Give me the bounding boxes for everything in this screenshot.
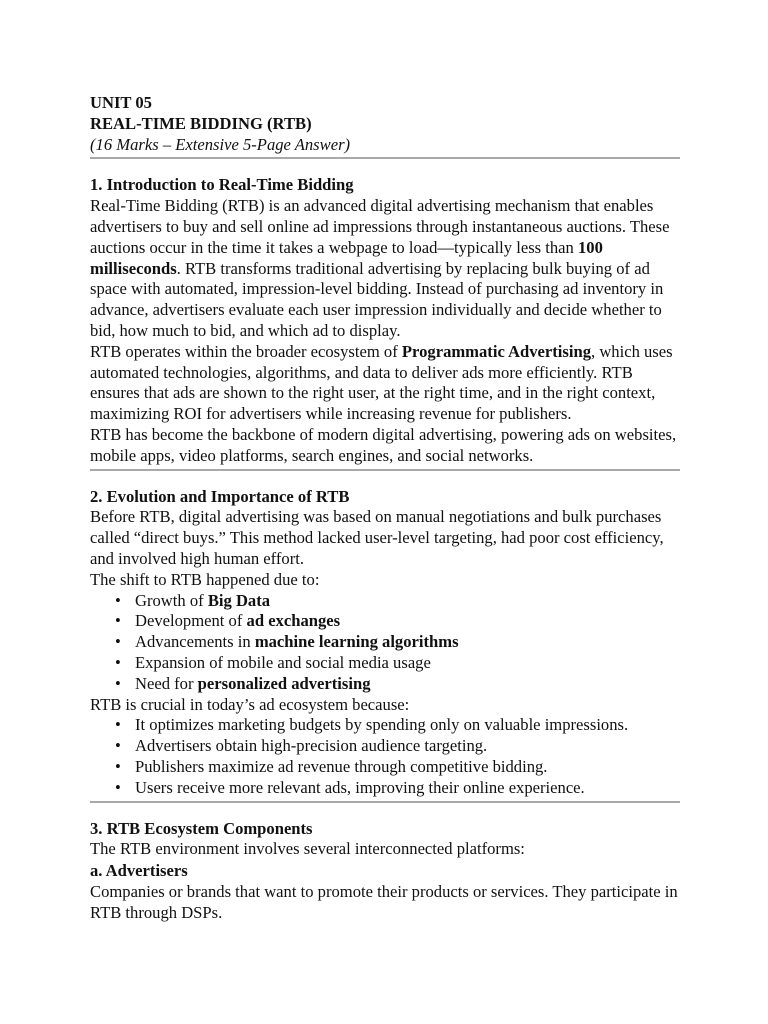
document-title: REAL-TIME BIDDING (RTB) — [90, 113, 312, 133]
text-run: Growth of — [135, 590, 208, 610]
paragraph: Companies or brands that want to promote their products or services. They participate in RTB through DSPs. — [90, 881, 678, 922]
list-item — [90, 715, 680, 736]
sub-heading: a. Advertisers — [90, 861, 188, 881]
section-evolution — [90, 487, 680, 799]
list-item — [90, 736, 680, 757]
bullet-icon: • — [115, 611, 121, 631]
paragraph: RTB is crucial in today’s ad ecosystem because: — [90, 694, 410, 714]
section-divider — [90, 469, 680, 471]
importance-list — [90, 715, 680, 798]
list-item — [90, 757, 680, 778]
bullet-icon: • — [115, 632, 121, 652]
text-run: . RTB transforms traditional advertising by replacing bulk buying of ad space with automated, impression-level bidding. Instead of purchasing ad inventory in advance, advertisers evaluate each user impression individually and decide whether to bid, how much to bid, and which ad to display. — [90, 258, 664, 340]
bullet-icon: • — [115, 756, 121, 776]
bold-text: machine learning algorithms — [254, 632, 459, 652]
list-item — [90, 674, 680, 695]
section-introduction — [90, 175, 680, 466]
section-ecosystem — [90, 819, 680, 924]
text-run: Advancements in — [135, 632, 255, 652]
bullet-icon: • — [115, 777, 121, 797]
list-item — [90, 611, 680, 632]
paragraph — [90, 196, 680, 342]
text-run: Need for — [135, 673, 198, 693]
document-page — [90, 93, 680, 923]
section-divider — [90, 801, 680, 803]
unit-heading: UNIT 05 — [90, 93, 152, 112]
section-divider — [90, 157, 680, 159]
paragraph: RTB has become the backbone of modern digital advertising, powering ads on websites, mobile apps, video platforms, search engines, and social networks. — [90, 424, 677, 465]
text-run: Advertisers obtain high-precision audience targeting. — [135, 736, 488, 756]
bold-text: 100 milliseconds — [90, 237, 603, 278]
list-item — [90, 632, 680, 653]
paragraph: The shift to RTB happened due to: — [90, 569, 320, 589]
text-run: RTB operates within the broader ecosystem of — [90, 341, 402, 361]
text-run: Expansion of mobile and social media usage — [135, 652, 431, 672]
bullet-icon: • — [115, 736, 121, 756]
text-run: It optimizes marketing budgets by spending only on valuable impressions. — [135, 715, 629, 735]
bold-text: Programmatic Advertising — [401, 341, 592, 361]
section-title: 2. Evolution and Importance of RTB — [90, 486, 350, 506]
paragraph — [90, 342, 680, 425]
paragraph: Before RTB, digital advertising was based on manual negotiations and bulk purchases called “direct buys.” This method lacked user-level targeting, had poor cost efficiency, and involved high human effort. — [90, 507, 664, 568]
bullet-icon: • — [115, 673, 121, 693]
bold-text: Big Data — [207, 590, 271, 610]
list-item — [90, 778, 680, 799]
text-run: Publishers maximize ad revenue through competitive bidding. — [135, 756, 548, 776]
document-subtitle: (16 Marks – Extensive 5-Page Answer) — [90, 134, 351, 154]
section-title: 3. RTB Ecosystem Components — [90, 818, 313, 838]
text-run: Real-Time Bidding (RTB) is an advanced digital advertising mechanism that enables advertisers to buy and sell online ad impressions through instantaneous auctions. These auctions occur in the time it takes a webpage to load—typically less than — [90, 196, 670, 257]
bullet-icon: • — [115, 590, 121, 610]
bullet-icon: • — [115, 715, 121, 735]
paragraph: The RTB environment involves several interconnected platforms: — [90, 839, 525, 859]
section-title: 1. Introduction to Real-Time Bidding — [90, 175, 354, 195]
bold-text: personalized advertising — [197, 673, 371, 693]
list-item — [90, 591, 680, 612]
shift-reasons-list — [90, 591, 680, 695]
list-item — [90, 653, 680, 674]
bold-text: ad exchanges — [246, 611, 341, 631]
text-run: Development of — [135, 611, 247, 631]
text-run: , which uses automated technologies, algorithms, and data to deliver ads more efficiently. RTB ensures that ads are shown to the right user, at the right time, and in the right context, maximizing ROI for advertisers while increasing revenue for publishers. — [90, 341, 673, 424]
text-run: Users receive more relevant ads, improving their online experience. — [135, 777, 585, 797]
bullet-icon: • — [115, 652, 121, 672]
